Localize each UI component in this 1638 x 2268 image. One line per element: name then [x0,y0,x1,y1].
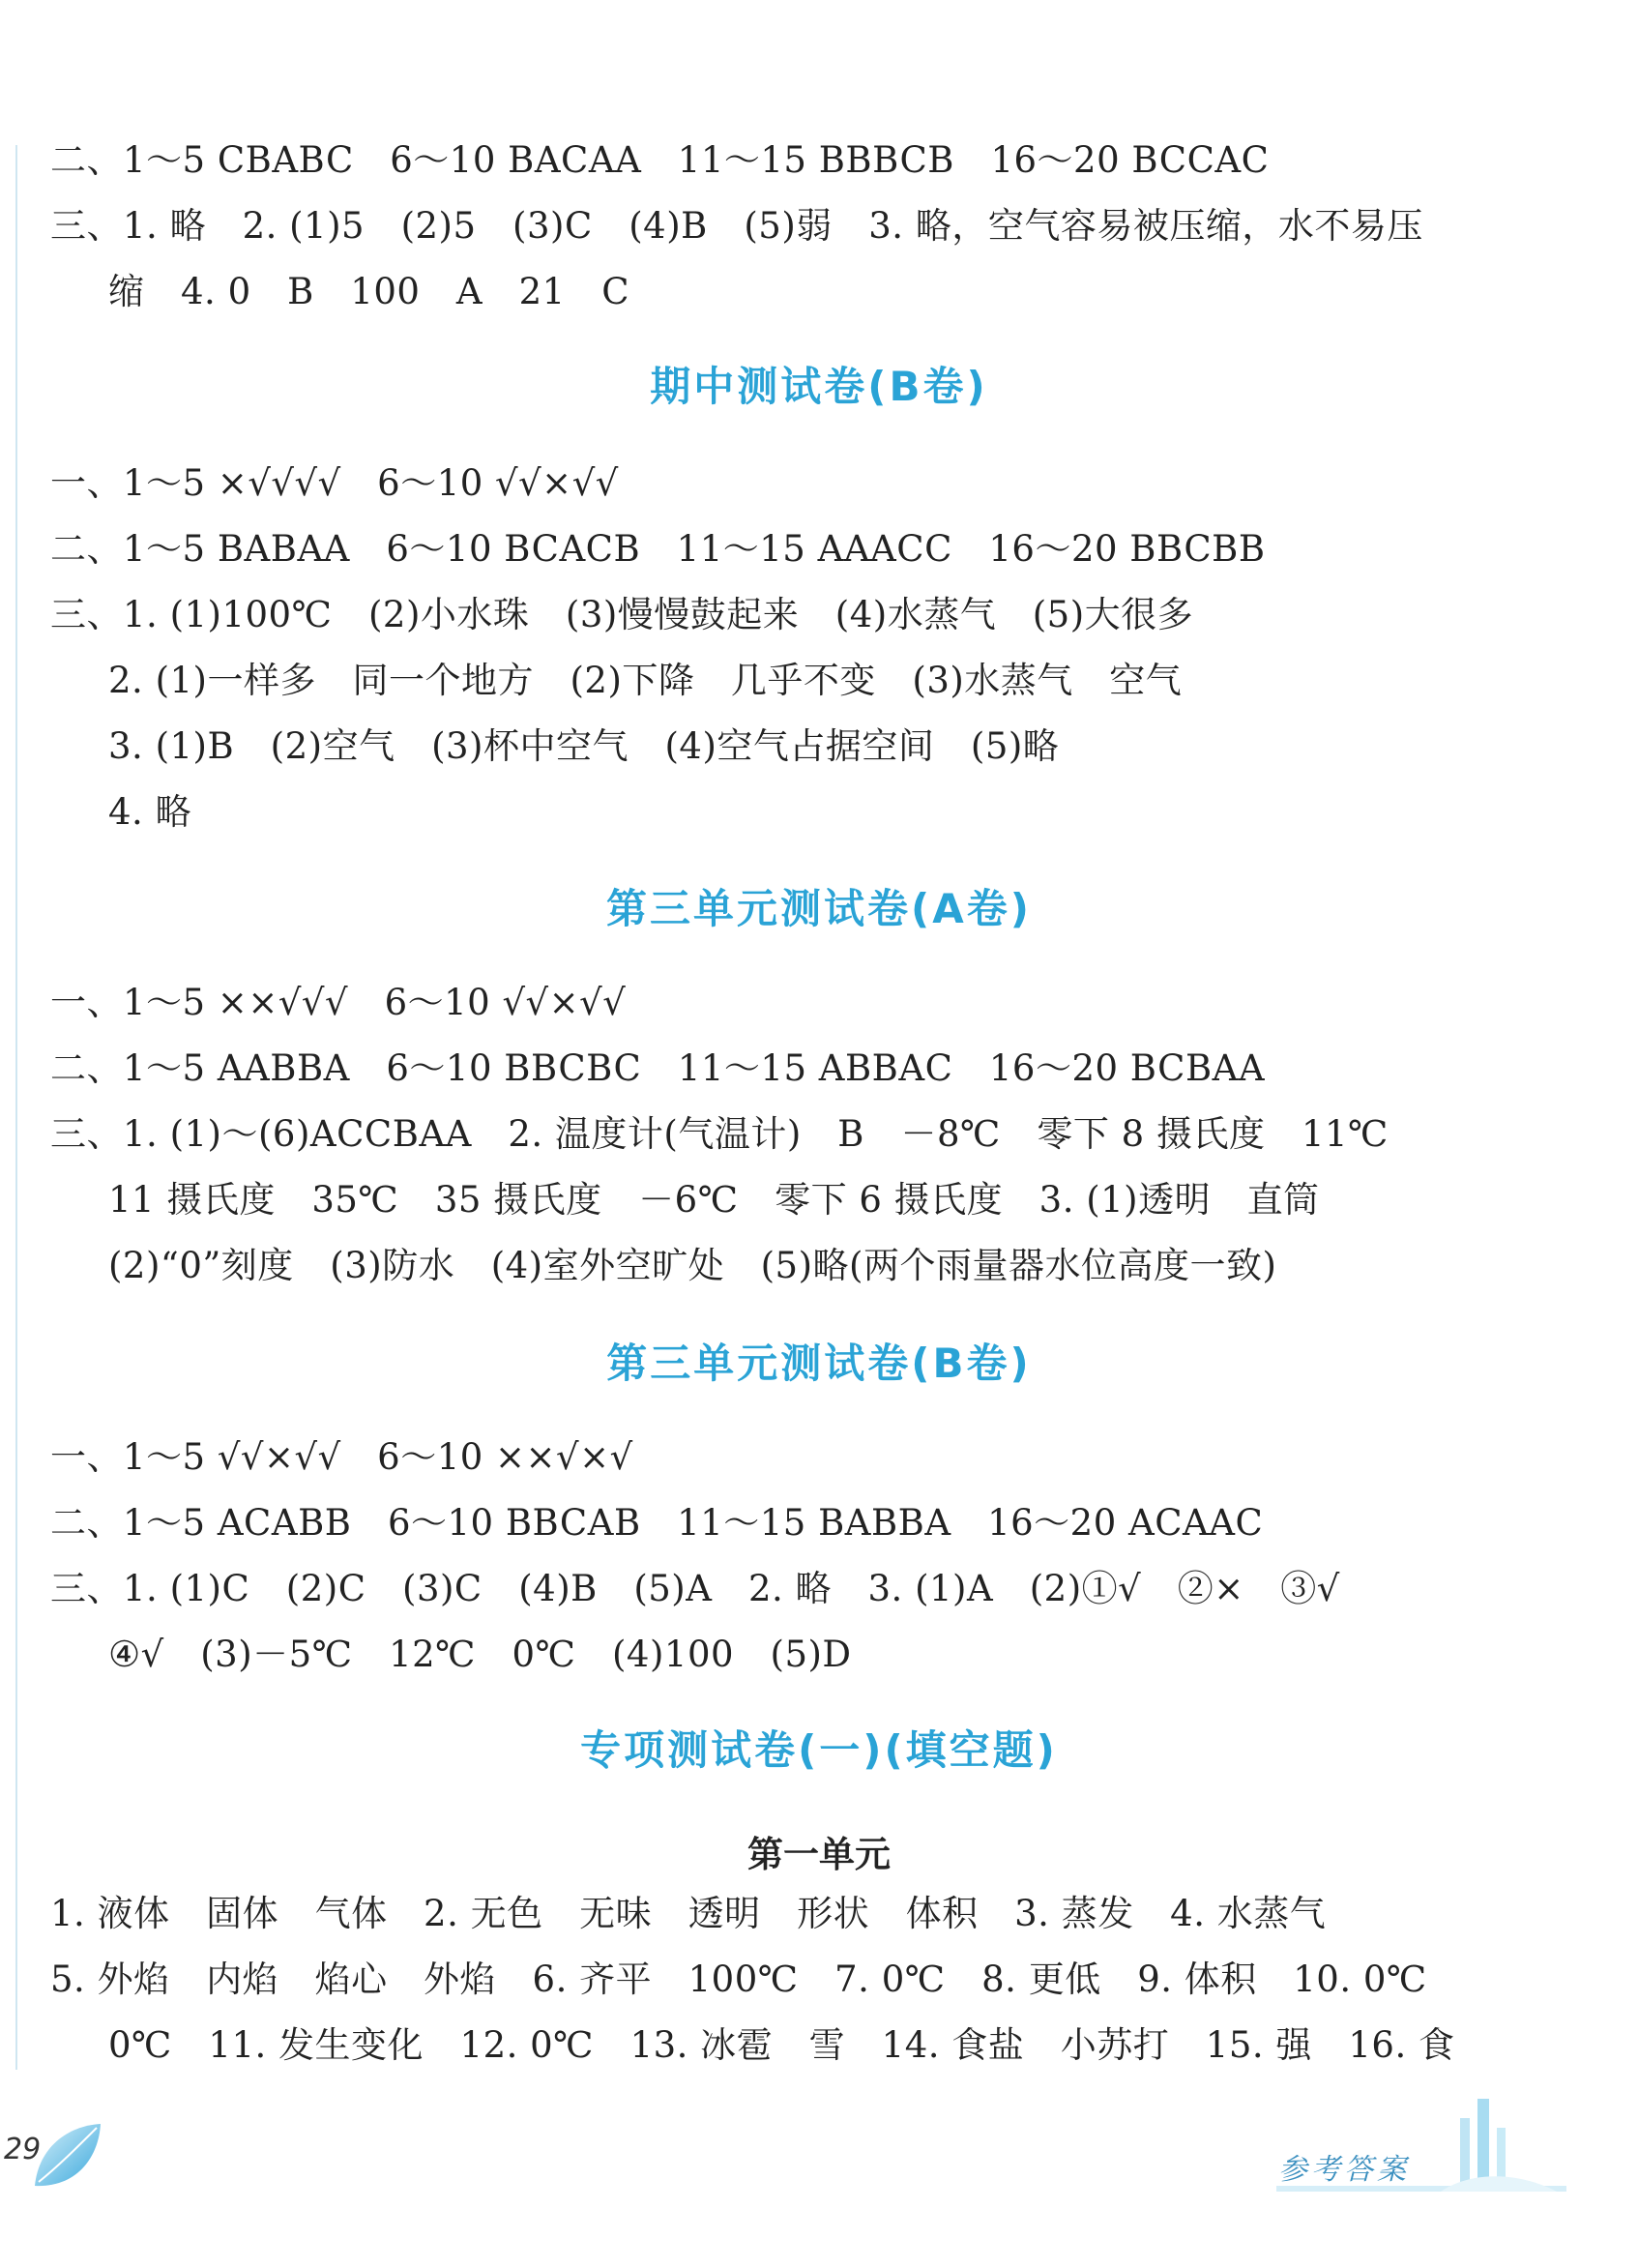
answer-line: 二、1～5 BABAA 6～10 BCACB 11～15 AAACC 16～20 BBCBB [50,528,1266,570]
page-number: 29 [4,2133,42,2166]
answer-line: 二、1～5 AABBA 6～10 BBCBC 11～15 ABBAC 16～20 BCBAA [50,1047,1266,1089]
answer-line: 二、1～5 ACABB 6～10 BBCAB 11～15 BABBA 16～20 ACAAC [50,1502,1264,1544]
answer-line: 一、1～5 ××√√√ 6～10 √√×√√ [50,982,627,1023]
answer-line: 3. (1)B (2)空气 (3)杯中空气 (4)空气占据空间 (5)略 [108,725,1060,767]
answer-line: 二、1～5 CBABC 6～10 BACAA 11～15 BBBCB 16～20 BCCAC [50,139,1270,181]
answer-line: 三、1. (1)100℃ (2)小水珠 (3)慢慢鼓起来 (4)水蒸气 (5)大很多 [50,594,1194,635]
section-title-midterm-b: 期中测试卷(B卷) [650,363,988,410]
answer-line: 一、1～5 √√×√√ 6～10 ××√×√ [50,1436,633,1478]
answer-line: 1. 液体 固体 气体 2. 无色 无味 透明 形状 体积 3. 蒸发 4. 水蒸气 [50,1893,1327,1934]
answer-line: 0℃ 11. 发生变化 12. 0℃ 13. 冰雹 雪 14. 食盐 小苏打 15. 强 16. 食 [108,2024,1455,2066]
answer-line: 11 摄氏度 35℃ 35 摄氏度 －6℃ 零下 6 摄氏度 3. (1)透明 直筒 [108,1179,1320,1221]
section-title-unit3-a: 第三单元测试卷(A卷) [606,885,1032,932]
answer-line: (2)“0”刻度 (3)防水 (4)室外空旷处 (5)略(两个雨量器水位高度一致) [108,1245,1277,1286]
answer-line: 4. 略 [108,791,192,833]
subsection-title: 第一单元 [747,1833,891,1875]
answer-line: 三、1. (1)C (2)C (3)C (4)B (5)A 2. 略 3. (1)A (2)①√ ②× ③√ [50,1568,1340,1609]
section-title-unit3-b: 第三单元测试卷(B卷) [606,1340,1032,1387]
answer-line: 5. 外焰 内焰 焰心 外焰 6. 齐平 100℃ 7. 0℃ 8. 更低 9. 体积 10. 0℃ [50,1959,1427,2000]
section-title-special-1: 专项测试卷(一)(填空题) [580,1726,1058,1774]
answer-line: 三、1. (1)～(6)ACCBAA 2. 温度计(气温计) B －8℃ 零下 8 摄氏度 11℃ [50,1113,1389,1155]
margin-line [15,145,17,2070]
answer-line: 一、1～5 ×√√√√ 6～10 √√×√√ [50,462,619,504]
footer-label: 参考答案 [1278,2153,1410,2187]
answer-line: 2. (1)一样多 同一个地方 (2)下降 几乎不变 (3)水蒸气 空气 [108,660,1183,701]
answer-line: 三、1. 略 2. (1)5 (2)5 (3)C (4)B (5)弱 3. 略，空气容易被压缩，水不易压 [50,205,1423,247]
answer-line: 缩 4. 0 B 100 A 21 C [108,271,630,312]
answer-line: ④√ (3)－5℃ 12℃ 0℃ (4)100 (5)D [108,1634,852,1675]
